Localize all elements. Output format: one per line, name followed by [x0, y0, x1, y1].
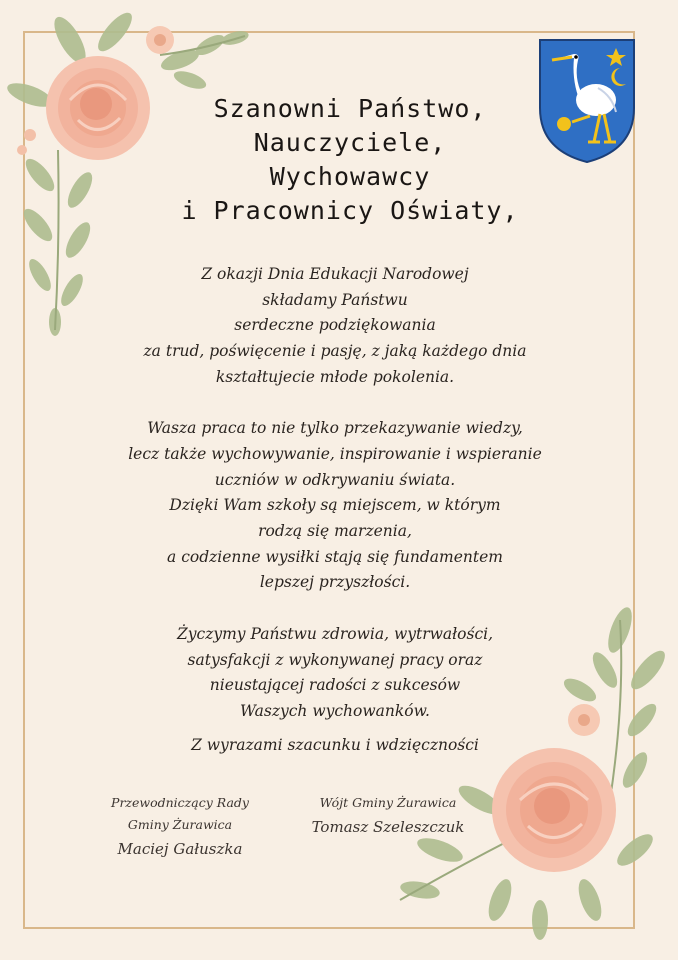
signature-role: Gminy Żurawica: [127, 817, 233, 832]
text-line: nieustającej radości z sukcesów: [209, 676, 461, 695]
paragraph-wishes: [70, 622, 600, 725]
signature-name: Tomasz Szeleszczuk: [311, 818, 465, 836]
title-line: Wychowawcy: [269, 162, 431, 191]
text-line: Waszych wychowanków.: [240, 701, 430, 720]
paragraph-thanks: [70, 262, 600, 391]
text-line: satysfakcji z wykonywanej pracy oraz: [187, 650, 483, 669]
signature-role: Przewodniczący Rady: [111, 795, 249, 810]
paragraph-work: [70, 416, 600, 596]
text-line: lepszej przyszłości.: [259, 573, 411, 592]
title-line: Nauczyciele,: [253, 128, 447, 157]
text-line: a codzienne wysiłki stają się fundamentem: [167, 547, 503, 566]
title-line: Szanowni Państwo,: [213, 94, 487, 123]
text-line: lecz także wychowywanie, inspirowanie i wspieranie: [128, 444, 542, 463]
closing-line: Z wyrazami szacunku i wdzięczności: [191, 736, 479, 754]
signature-mayor: [298, 792, 478, 840]
text-line: składamy Państwu: [262, 290, 408, 309]
text-line: Z okazji Dnia Edukacji Narodowej: [201, 265, 469, 283]
text-line: Dzięki Wam szkoły są miejscem, w którym: [169, 496, 501, 515]
text-line: kształtujecie młode pokolenia.: [215, 367, 455, 386]
text-line: Wasza praca to nie tylko przekazywanie wiedzy,: [147, 419, 523, 438]
text-line: uczniów w odkrywaniu świata.: [214, 470, 456, 489]
signature-role: Wójt Gminy Żurawica: [319, 795, 457, 810]
title-line: i Pracownicy Oświaty,: [181, 196, 519, 225]
signature-council-chair: [100, 792, 260, 862]
text-line: Życzymy Państwu zdrowia, wytrwałości,: [176, 624, 494, 643]
text-line: serdeczne podziękowania: [234, 316, 436, 335]
signature-name: Maciej Gałuszka: [117, 840, 243, 858]
text-line: rodzą się marzenia,: [258, 522, 412, 541]
letter-body: [70, 262, 600, 750]
greeting-title: [120, 92, 580, 228]
text-line: za trud, poświęcenie i pasję, z jaką każdego dnia: [143, 342, 527, 361]
